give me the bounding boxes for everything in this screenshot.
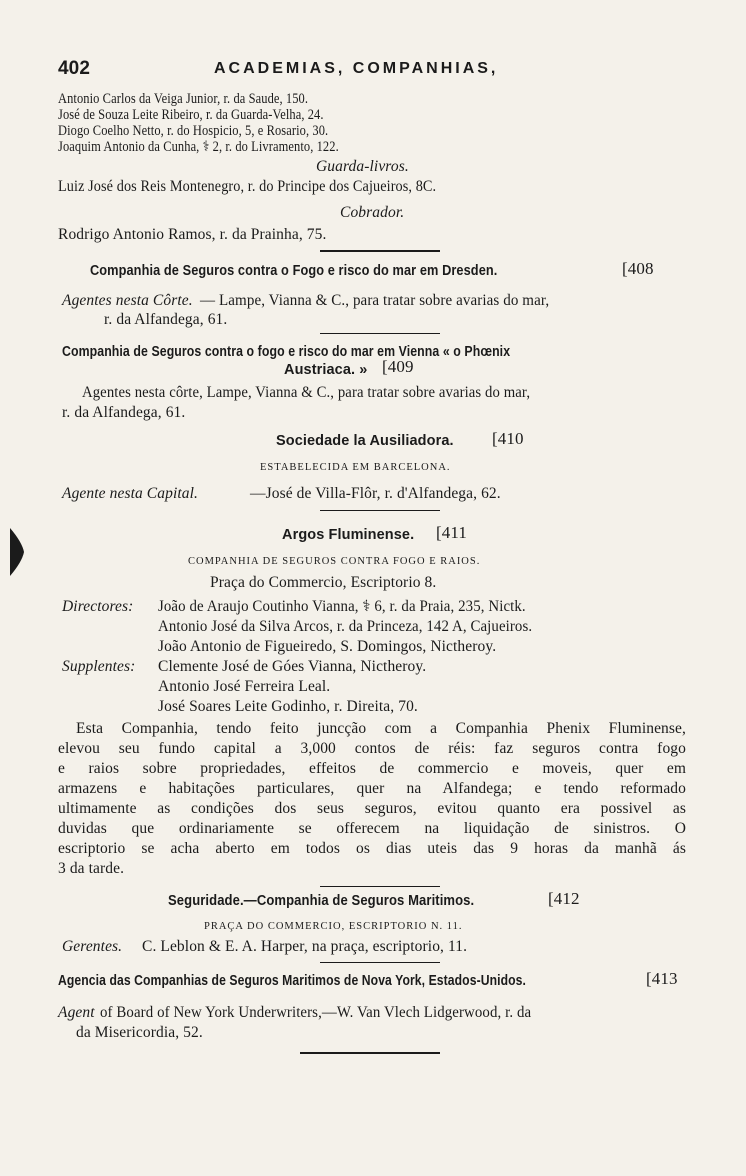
agent-text: —José de Villa-Flôr, r. d'Alfandega, 62.: [250, 485, 501, 502]
list-item: Antonio Carlos da Veiga Junior, r. da Saude, 150.: [58, 91, 309, 107]
agent-text: of Board of New York Underwriters,—W. Van Vlech Lidgerwood, r. da: [100, 1004, 532, 1021]
list-item: João Antonio de Figueiredo, S. Domingos, Nictheroy.: [158, 638, 497, 655]
divider: [320, 333, 440, 334]
entry-number-413: [413: [646, 969, 678, 988]
entry-number-409: [409: [382, 357, 414, 376]
list-item: Antonio José Ferreira Leal.: [158, 678, 331, 695]
list-item: José Soares Leite Godinho, r. Direita, 70.: [158, 698, 418, 715]
list-item: Rodrigo Antonio Ramos, r. da Prainha, 75.: [58, 226, 327, 243]
agent-address: da Misericordia, 52.: [76, 1024, 203, 1041]
section-title-410: Sociedade la Ausiliadora.: [276, 433, 454, 449]
entry-number-410: [410: [492, 429, 524, 448]
list-item: Luiz José dos Reis Montenegro, r. do Principe dos Cajueiros, 8C.: [58, 178, 437, 195]
paragraph-line: Esta Companhia, tendo feito juncção com a Companhia Phenix Fluminense,: [76, 720, 686, 737]
divider: [320, 510, 440, 511]
agent-label: Agent: [58, 1004, 95, 1021]
divider: [320, 962, 440, 963]
agents-text: Agentes nesta côrte, Lampe, Vianna & C., para tratar sobre avarias do mar,: [82, 384, 531, 401]
list-item: Antonio José da Silva Arcos, r. da Princeza, 142 A, Cajueiros.: [158, 618, 533, 635]
divider: [320, 250, 440, 252]
list-item: João de Araujo Coutinho Vianna, ⚕ 6, r. da Praia, 235, Nictk.: [158, 598, 526, 615]
section-title-409: Companhia de Seguros contra o fogo e risco do mar em Vienna « o Phœnix: [62, 344, 511, 360]
section-title-412: Seguridade.—Companhia de Seguros Maritimos.: [168, 893, 475, 909]
entry-number-408: [408: [622, 259, 654, 278]
paragraph-line: duvidas que ordinariamente se offerecem na liquidação de sinistros. O: [58, 820, 686, 837]
section-title-409-cont: Austriaca. »: [284, 362, 368, 378]
section-subtitle-411: COMPANHIA DE SEGUROS CONTRA FOGO E RAIOS.: [188, 556, 481, 567]
company-address: Praça do Commercio, Escriptorio 8.: [210, 574, 437, 591]
paragraph-line: escriptorio se acha aberto em todos os dias uteis das 9 horas da manhã ás: [58, 840, 686, 857]
section-heading-cobrador: Cobrador.: [340, 204, 405, 221]
paragraph-line: 3 da tarde.: [58, 860, 125, 877]
section-heading-guarda-livros: Guarda-livros.: [316, 158, 409, 175]
divider: [320, 886, 440, 887]
entry-number-412: [412: [548, 889, 580, 908]
list-item: Joaquim Antonio da Cunha, ⚕ 2, r. do Livramento, 122.: [58, 139, 339, 155]
section-title-411: Argos Fluminense.: [282, 527, 415, 543]
directores-label: Directores:: [62, 598, 134, 615]
list-item: Clemente José de Góes Vianna, Nictheroy.: [158, 658, 427, 675]
page-number: 402: [58, 58, 91, 79]
running-title: ACADEMIAS, COMPANHIAS,: [214, 60, 499, 77]
paragraph-line: e raios sobre propriedades, effeitos de commercio e moveis, quer em: [58, 760, 686, 777]
section-subtitle-410: ESTABELECIDA EM BARCELONA.: [260, 462, 451, 473]
agents-text: — Lampe, Vianna & C., para tratar sobre avarias do mar,: [200, 292, 550, 309]
gerentes-label: Gerentes.: [62, 938, 123, 955]
gerentes-text: C. Leblon & E. A. Harper, na praça, escriptorio, 11.: [142, 938, 468, 955]
section-title-413: Agencia das Companhias de Seguros Maritimos de Nova York, Estados-Unidos.: [58, 973, 526, 989]
paragraph-line: armazens e habitações particulares, quer na Alfandega; e tendo reformado: [58, 780, 686, 797]
agents-address: r. da Alfandega, 61.: [104, 311, 228, 328]
section-title-408: Companhia de Seguros contra o Fogo e risco do mar em Dresden.: [90, 263, 498, 279]
agents-address: r. da Alfandega, 61.: [62, 404, 186, 421]
paragraph-line: elevou seu fundo capital a 3,000 contos de réis: faz seguros contra fogo: [58, 740, 686, 757]
section-subtitle-412: PRAÇA DO COMMERCIO, ESCRIPTORIO N. 11.: [204, 921, 463, 932]
entry-number-411: [411: [436, 523, 467, 542]
divider: [300, 1052, 440, 1054]
list-item: José de Souza Leite Ribeiro, r. da Guarda-Velha, 24.: [58, 107, 324, 123]
paragraph-line: ultimamente as condições dos seus seguros, evitou quanto era possivel as: [58, 800, 686, 817]
binding-mark-icon: [8, 524, 26, 580]
list-item: Diogo Coelho Netto, r. do Hospicio, 5, e Rosario, 30.: [58, 123, 329, 139]
agent-label: Agente nesta Capital.: [62, 485, 198, 502]
agents-label: Agentes nesta Côrte.: [62, 292, 193, 309]
supplentes-label: Supplentes:: [62, 658, 136, 675]
